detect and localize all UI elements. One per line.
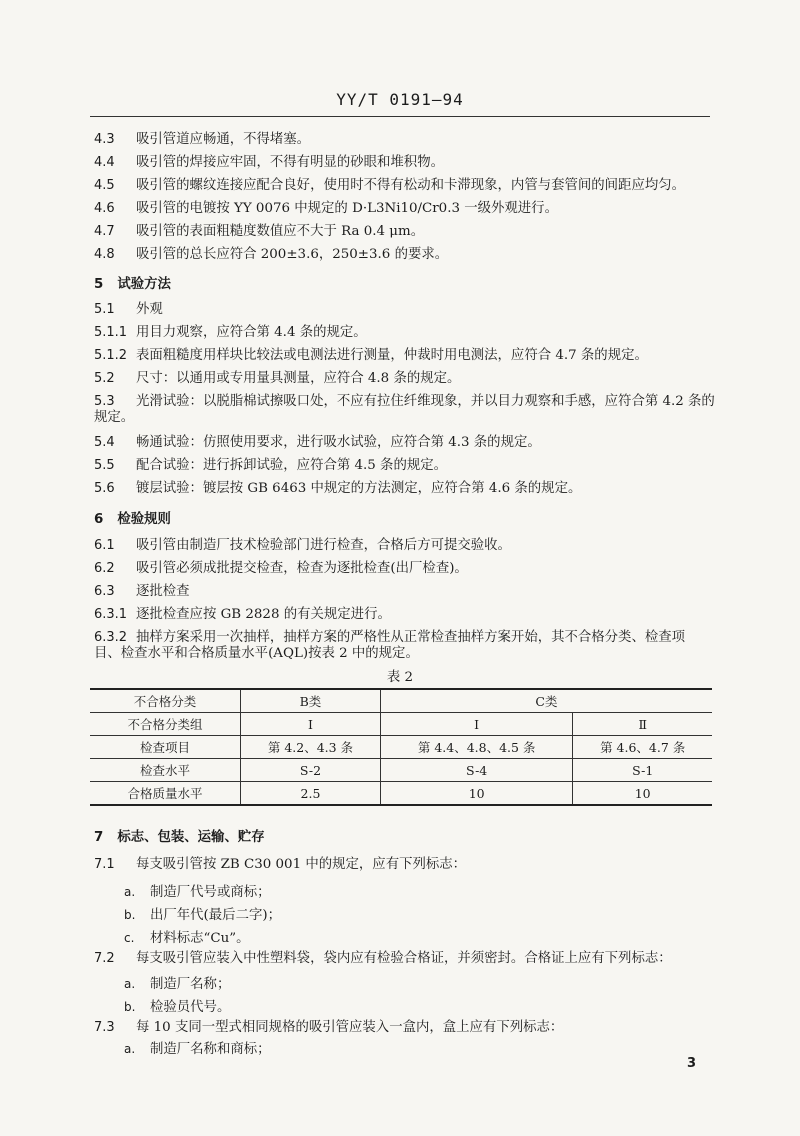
list-item: a. 制造厂名称和商标； xyxy=(124,1042,271,1057)
clause-6-2: 6.2 吸引管必须成批提交检查，检查为逐批检查(出厂检查)。 xyxy=(94,561,468,576)
clause-5-6: 5.6 镀层试验：镀层按 GB 6463 中规定的方法测定，应符合第 4.6 条的规定。 xyxy=(94,481,582,496)
table-cell: Ⅱ xyxy=(573,713,712,736)
table-cell: 2.5 xyxy=(241,782,381,806)
list-item: a. 制造厂名称； xyxy=(124,977,231,992)
table-cell: 不合格分类组 xyxy=(90,713,241,736)
clause-6-3: 6.3 逐批检查 xyxy=(94,584,190,599)
table-cell: 合格质量水平 xyxy=(90,782,241,806)
clause-5-4: 5.4 畅通试验：仿照使用要求，进行吸水试验，应符合第 4.3 条的规定。 xyxy=(94,435,541,450)
table-cell: S-1 xyxy=(573,759,712,782)
header-rule xyxy=(90,116,710,117)
section-6-heading: 6 检验规则 xyxy=(94,512,171,527)
clause-4-5: 4.5 吸引管的螺纹连接应配合良好，使用时不得有松动和卡滞现象，内管与套管间的间距应均匀。 xyxy=(94,178,686,193)
table-row xyxy=(90,713,712,736)
clause-5-3-cont: 规定。 xyxy=(94,410,135,425)
table-cell: I xyxy=(380,713,572,736)
table-cell: 10 xyxy=(380,782,572,806)
list-item: b. 检验员代号。 xyxy=(124,1000,231,1015)
clause-4-6: 4.6 吸引管的电镀按 YY 0076 中规定的 D·L3Ni10/Cr0.3 一级外观进行。 xyxy=(94,201,558,216)
table-cell: C类 xyxy=(380,689,712,713)
table-cell: S-2 xyxy=(241,759,381,782)
table-row xyxy=(90,736,712,759)
clause-5-1-1: 5.1.1 用目力观察，应符合第 4.4 条的规定。 xyxy=(94,325,367,340)
table-row xyxy=(90,759,712,782)
clause-4-8: 4.8 吸引管的总长应符合 200±3.6，250±3.6 的要求。 xyxy=(94,247,449,262)
table-cell: 第 4.6、4.7 条 xyxy=(573,736,712,759)
clause-5-1-2: 5.1.2 表面粗糙度用样块比较法或电测法进行测量，仲裁时用电测法，应符合 4.7 条的规定。 xyxy=(94,348,648,363)
clause-6-3-2: 6.3.2 抽样方案采用一次抽样，抽样方案的严格性从正常检查抽样方案开始，其不合格分类、检查项 xyxy=(94,630,686,645)
table-cell: 检查水平 xyxy=(90,759,241,782)
table-cell: I xyxy=(241,713,381,736)
clause-5-3: 5.3 光滑试验：以脱脂棉试擦吸口处，不应有拉住纤维现象，并以目力观察和手感，应符合第 4.2 条的 xyxy=(94,394,715,409)
clause-6-3-1: 6.3.1 逐批检查应按 GB 2828 的有关规定进行。 xyxy=(94,607,391,622)
clause-4-4: 4.4 吸引管的焊接应牢固，不得有明显的砂眼和堆积物。 xyxy=(94,155,444,170)
table-cell: 不合格分类 xyxy=(90,689,241,713)
list-item: b. 出厂年代(最后二字)； xyxy=(124,908,281,923)
page-number: 3 xyxy=(686,1056,696,1071)
table-row xyxy=(90,689,712,713)
clause-4-7: 4.7 吸引管的表面粗糙度数值应不大于 Ra 0.4 μm。 xyxy=(94,224,425,239)
nonconformity-table xyxy=(90,688,712,806)
clause-6-1: 6.1 吸引管由制造厂技术检验部门进行检查，合格后方可提交验收。 xyxy=(94,538,511,553)
clause-7-2: 7.2 每支吸引管应装入中性塑料袋，袋内应有检验合格证，并须密封。合格证上应有下列标志： xyxy=(94,951,672,966)
list-item: a. 制造厂代号或商标； xyxy=(124,885,271,900)
list-item: c. 材料标志“Cu”。 xyxy=(124,931,250,946)
clause-5-5: 5.5 配合试验：进行拆卸试验，应符合第 4.5 条的规定。 xyxy=(94,458,448,473)
clause-5-2: 5.2 尺寸：以通用或专用量具测量，应符合 4.8 条的规定。 xyxy=(94,371,461,386)
clause-7-1: 7.1 每支吸引管按 ZB C30 001 中的规定，应有下列标志： xyxy=(94,857,467,872)
section-7-heading: 7 标志、包装、运输、贮存 xyxy=(94,830,265,845)
table-cell: B类 xyxy=(241,689,381,713)
clause-5-1: 5.1 外观 xyxy=(94,302,163,317)
section-5-heading: 5 试验方法 xyxy=(94,277,171,292)
table-cell: S-4 xyxy=(380,759,572,782)
table-caption: 表 2 xyxy=(386,670,414,685)
table-cell: 10 xyxy=(573,782,712,806)
table-cell: 第 4.4、4.8、4.5 条 xyxy=(380,736,572,759)
clause-4-3: 4.3 吸引管道应畅通，不得堵塞。 xyxy=(94,132,311,147)
table-row xyxy=(90,782,712,806)
clause-6-3-2-cont: 目、检查水平和合格质量水平(AQL)按表 2 中的规定。 xyxy=(94,646,419,661)
clause-7-3: 7.3 每 10 支同一型式相同规格的吸引管应装入一盒内，盒上应有下列标志： xyxy=(94,1020,564,1035)
table-cell: 检查项目 xyxy=(90,736,241,759)
table-cell: 第 4.2、4.3 条 xyxy=(241,736,381,759)
standard-code: YY/T 0191—94 xyxy=(336,90,464,109)
